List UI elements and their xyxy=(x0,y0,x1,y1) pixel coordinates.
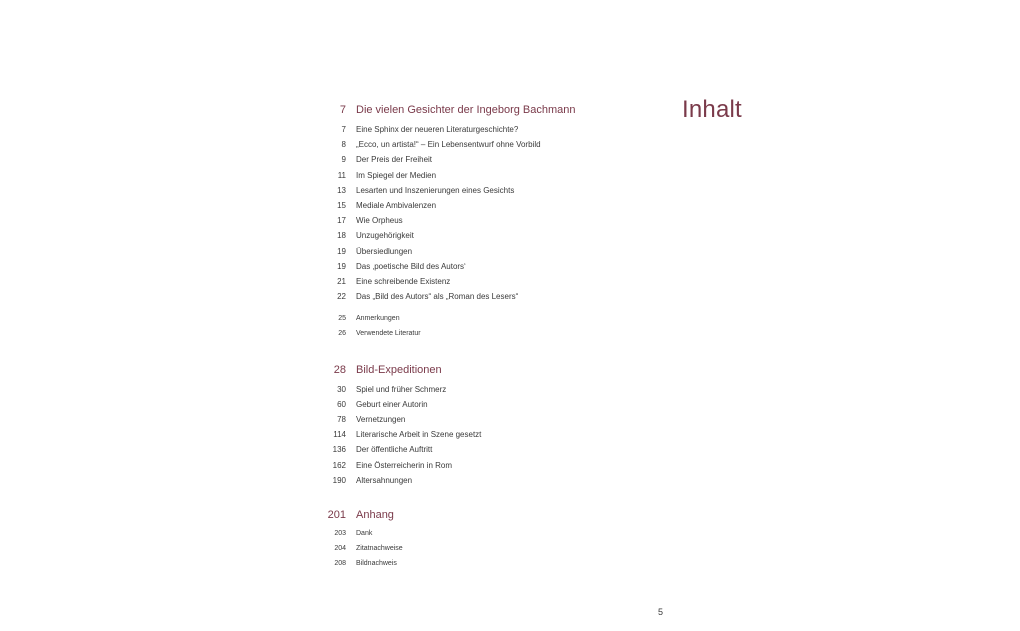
toc-entry-title: Der Preis der Freiheit xyxy=(356,155,433,165)
toc-page-number: 8 xyxy=(341,140,346,150)
toc-entry-title: Übersiedlungen xyxy=(356,246,413,256)
toc-entry xyxy=(320,171,640,186)
toc-page-number: 9 xyxy=(341,155,346,165)
toc-entry xyxy=(320,461,640,476)
toc-entry xyxy=(320,201,640,216)
toc-entry xyxy=(320,231,640,246)
toc-page-number: 7 xyxy=(341,125,346,134)
toc-note-title: Verwendete Literatur xyxy=(356,330,421,338)
toc-page-number: 201 xyxy=(327,508,346,521)
toc-page-number: 13 xyxy=(337,185,346,195)
toc-entry-title: Vernetzungen xyxy=(356,415,406,424)
toc-page-number: 21 xyxy=(337,276,346,286)
toc-entry-title: Im Spiegel der Medien xyxy=(356,170,437,180)
toc-entry xyxy=(320,247,640,262)
page-title: Inhalt xyxy=(682,96,742,123)
toc-entry-title: Altersahnungen xyxy=(356,475,413,485)
toc-page-number: 19 xyxy=(337,261,346,271)
spacer xyxy=(320,307,640,315)
toc-entry xyxy=(320,400,640,415)
toc-entry xyxy=(320,155,640,170)
toc-section-title: Die vielen Gesichter der Ingeborg Bachmann xyxy=(356,104,576,116)
toc-entry xyxy=(320,262,640,277)
toc-page-number: 26 xyxy=(338,330,346,338)
table-of-contents xyxy=(320,104,640,576)
toc-entry xyxy=(320,430,640,445)
toc-entry-title: Das ‚poetische Bild des Autors‘ xyxy=(356,261,466,271)
toc-page-number: 208 xyxy=(334,560,346,568)
toc-page-number: 18 xyxy=(337,231,346,241)
toc-page-number: 15 xyxy=(337,200,346,210)
toc-entry-title: Eine Österreicherin in Rom xyxy=(356,460,453,470)
toc-entry xyxy=(320,385,640,400)
page-number: 5 xyxy=(658,607,664,617)
toc-note xyxy=(320,330,640,345)
toc-entry xyxy=(320,445,640,460)
toc-page-number: 22 xyxy=(337,292,346,302)
toc-entry xyxy=(320,560,640,575)
toc-entry xyxy=(320,545,640,560)
toc-page-number: 190 xyxy=(332,475,346,485)
toc-entry xyxy=(320,476,640,491)
toc-entry xyxy=(320,186,640,201)
toc-page-number: 17 xyxy=(337,216,346,226)
toc-section-heading xyxy=(320,104,640,125)
toc-section-heading xyxy=(320,509,640,530)
toc-section-title: Bild-Expeditionen xyxy=(356,363,442,376)
toc-entry-title: Eine Sphinx der neueren Literaturgeschichte? xyxy=(356,125,519,134)
toc-entry-title: Spiel und früher Schmerz xyxy=(356,384,447,394)
toc-entry xyxy=(320,530,640,545)
toc-entry-title: Zitatnachweise xyxy=(356,545,403,553)
toc-page-number: 114 xyxy=(333,430,346,440)
toc-entry-title: Eine schreibende Existenz xyxy=(356,276,451,286)
toc-entry-title: Das „Bild des Autors“ als „Roman des Lesers“ xyxy=(356,292,519,302)
toc-page-number: 19 xyxy=(337,246,346,256)
toc-page-number: 25 xyxy=(338,315,346,323)
toc-entry-title: Bildnachweis xyxy=(356,560,397,568)
toc-section-title: Anhang xyxy=(356,508,394,521)
spacer xyxy=(320,346,640,364)
toc-section-heading xyxy=(320,364,640,385)
toc-entry-title: Mediale Ambivalenzen xyxy=(356,200,437,210)
toc-page-number: 7 xyxy=(339,104,346,116)
toc-page-number: 28 xyxy=(333,363,346,376)
toc-entry xyxy=(320,292,640,307)
toc-entry-title: Geburt einer Autorin xyxy=(356,399,428,409)
toc-entry-title: „Ecco, un artista!“ – Ein Lebensentwurf ohne Vorbild xyxy=(356,140,541,150)
toc-entry xyxy=(320,140,640,155)
toc-entry xyxy=(320,415,640,430)
toc-page-number: 78 xyxy=(337,415,346,424)
toc-page-number: 204 xyxy=(334,545,346,553)
toc-entry-title: Literarische Arbeit in Szene gesetzt xyxy=(356,430,482,440)
toc-entry xyxy=(320,125,640,140)
toc-page-number: 136 xyxy=(332,445,346,455)
toc-entry xyxy=(320,277,640,292)
spacer xyxy=(320,491,640,509)
toc-page-number: 203 xyxy=(334,529,346,537)
toc-page-number: 30 xyxy=(337,384,346,394)
toc-page-number: 11 xyxy=(337,170,346,180)
toc-entry-title: Der öffentliche Auftritt xyxy=(356,445,433,455)
toc-entry-title: Wie Orpheus xyxy=(356,216,403,226)
toc-entry-title: Unzugehörigkeit xyxy=(356,231,414,241)
toc-entry-title: Lesarten und Inszenierungen eines Gesichts xyxy=(356,185,515,195)
toc-entry xyxy=(320,216,640,231)
toc-entry-title: Dank xyxy=(356,529,373,537)
toc-page-number: 60 xyxy=(337,399,346,409)
toc-note-title: Anmerkungen xyxy=(356,315,400,323)
toc-page-number: 162 xyxy=(332,460,346,470)
toc-note xyxy=(320,315,640,330)
